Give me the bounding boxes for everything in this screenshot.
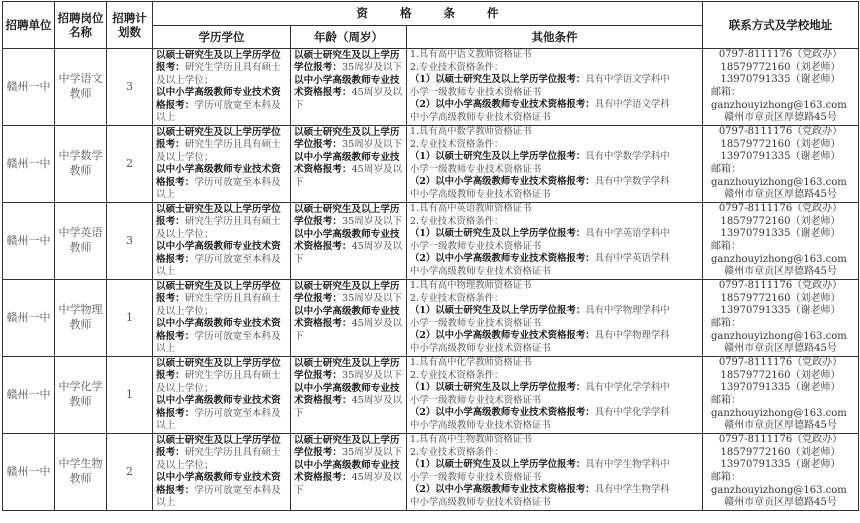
school-address: 赣州市章贡区厚德路45号 [724,112,837,124]
degree-b-label: 以中小学高级教师专业技术资格报考： [156,472,281,496]
other-line-2: 2.专业技术资格条件： [410,292,504,304]
degree-b-text: 学历可放宽至本科及以上 [156,99,281,124]
degree-a-label: 以硕士研究生及以上学历学位报考： [156,281,281,305]
other-line-4: 小学一级教师专业技术资格证书 [410,394,542,406]
age-b-text: 45周岁及以下 [294,395,403,419]
other-line-4: 小学一级教师专业技术资格证书 [410,163,542,175]
other-line-6: 中小学高级教师专业技术资格证书 [410,419,551,431]
other-line-1: 1.具有高中英语教师资格证书 [410,203,532,214]
degree-b-label: 以中小学高级教师专业技术资格报考： [156,241,281,265]
other-line-2: 2.专业技术资格条件： [410,446,504,458]
plan-cell: 2 [107,434,153,511]
age-b-label: 以中小学高级教师专业技术资格报考： [294,305,400,330]
age-b-text: 45周岁及以下 [294,318,403,342]
degree-b-text: 学历可放宽至本科及以上 [156,253,281,278]
other-line-1: 1.具有高中语文教师资格证书 [410,49,532,60]
post-cell: 中学化学教师 [55,357,107,434]
school-address: 赣州市章贡区厚德路45号 [724,266,837,278]
table-row [3,126,859,203]
age-cell [291,126,407,203]
phone-liu: 18579772160（刘老师） [720,215,841,227]
other-line-3-tail: 具有中学数学学科中 [585,151,670,162]
phone-xie: 13970791335（谢老师） [720,382,841,394]
phone-liu: 18579772160（刘老师） [720,446,841,458]
other-line-6: 中小学高级教师专业技术资格证书 [410,188,551,200]
age-b-label: 以中小学高级教师专业技术资格报考： [294,228,400,253]
post-cell: 中学生物教师 [55,434,107,511]
other-line-5-tail: 具有中学语文学科 [594,99,670,110]
degree-a-label: 以硕士研究生及以上学历学位报考： [156,50,281,74]
plan-cell: 2 [107,126,153,203]
age-a-label: 以硕士研究生及以上学历学位报考： [294,358,400,382]
phone-office: 0797-8111176（党政办） [718,49,843,61]
degree-b-label: 以中小学高级教师专业技术资格报考： [156,318,281,342]
other-line-3-tail: 具有中学生物学科中 [585,459,670,470]
post-cell: 中学数学教师 [55,126,107,203]
degree-a-text: 研究生学历且具有硕士及以上学位； [156,139,281,163]
degree-cell [153,280,291,357]
header-contact: 联系方式及学校地址 [703,2,859,49]
other-line-3-label: （1）以硕士研究生及以上学历学位报考： [410,74,586,85]
unit-cell: 赣州一中 [3,434,55,511]
degree-a-text: 研究生学历且具有硕士及以上学位； [156,62,281,86]
header-qualification: 资格条件 [153,2,703,26]
degree-cell [153,357,291,434]
degree-a-label: 以硕士研究生及以上学历学位报考： [156,358,281,382]
other-line-5-tail: 具有中学数学学科 [594,176,670,187]
other-line-2: 2.专业技术资格条件： [410,215,504,227]
header-unit: 招聘单位 [3,2,55,49]
other-line-5-label: （2）以中小学高级教师专业技术资格报考： [410,484,595,495]
email-address: 邮箱：ganzhouyizhong@163.com [711,164,847,188]
other-cell [407,203,703,280]
age-a-text: 35周岁及以下 [341,293,403,305]
recruitment-table-page [2,1,858,521]
contact-cell [703,357,859,434]
table-row [3,280,859,357]
degree-b-text: 学历可放宽至本科及以上 [156,330,281,355]
phone-office: 0797-8111176（党政办） [718,434,843,446]
unit-cell: 赣州一中 [3,280,55,357]
degree-b-text: 学历可放宽至本科及以上 [156,176,281,201]
contact-cell [703,434,859,511]
age-a-label: 以硕士研究生及以上学历学位报考： [294,281,400,305]
phone-xie: 13970791335（谢老师） [720,74,841,86]
degree-b-label: 以中小学高级教师专业技术资格报考： [156,87,281,111]
degree-a-label: 以硕士研究生及以上学历学位报考： [156,204,281,228]
other-line-2: 2.专业技术资格条件： [410,61,504,73]
age-cell [291,434,407,511]
header-plan: 招聘计划数 [107,2,153,49]
school-address: 赣州市章贡区厚德路45号 [724,189,837,201]
other-line-5-label: （2）以中小学高级教师专业技术资格报考： [410,253,595,264]
table-row [3,203,859,280]
table-row [3,49,859,126]
email-address: 邮箱：ganzhouyizhong@163.com [711,87,847,111]
other-line-6: 中小学高级教师专业技术资格证书 [410,111,551,123]
age-cell [291,203,407,280]
table-row [3,357,859,434]
contact-cell [703,126,859,203]
other-line-1: 1.具有高中生物教师资格证书 [410,434,532,445]
other-line-1: 1.具有高中物理教师资格证书 [410,280,532,291]
degree-a-label: 以硕士研究生及以上学历学位报考： [156,127,281,151]
email-address: 邮箱：ganzhouyizhong@163.com [711,241,847,265]
other-line-5-label: （2）以中小学高级教师专业技术资格报考： [410,176,595,187]
phone-liu: 18579772160（刘老师） [720,138,841,150]
email-address: 邮箱：ganzhouyizhong@163.com [711,395,847,419]
age-b-text: 45周岁及以下 [294,472,403,496]
unit-cell: 赣州一中 [3,357,55,434]
other-line-5-tail: 具有中学生物学科 [594,484,670,495]
phone-xie: 13970791335（谢老师） [720,459,841,471]
degree-a-text: 研究生学历且具有硕士及以上学位； [156,447,281,471]
header-post: 招聘岗位名称 [55,2,107,49]
unit-cell: 赣州一中 [3,203,55,280]
age-b-text: 45周岁及以下 [294,241,403,265]
post-cell: 中学语文教师 [55,49,107,126]
other-cell [407,126,703,203]
degree-a-text: 研究生学历且具有硕士及以上学位； [156,293,281,317]
phone-office: 0797-8111176（党政办） [718,203,843,215]
other-cell [407,357,703,434]
header-degree: 学历学位 [153,26,291,49]
age-a-label: 以硕士研究生及以上学历学位报考： [294,50,400,74]
phone-xie: 13970791335（谢老师） [720,151,841,163]
other-line-1: 1.具有高中数学教师资格证书 [410,126,532,137]
degree-b-text: 学历可放宽至本科及以上 [156,484,281,509]
other-line-5-tail: 具有中学英语学科 [594,253,670,264]
phone-liu: 18579772160（刘老师） [720,61,841,73]
plan-cell: 1 [107,280,153,357]
other-line-3-label: （1）以硕士研究生及以上学历学位报考： [410,151,586,162]
degree-a-label: 以硕士研究生及以上学历学位报考： [156,435,281,459]
post-cell: 中学物理教师 [55,280,107,357]
other-line-6: 中小学高级教师专业技术资格证书 [410,265,551,277]
phone-office: 0797-8111176（党政办） [718,357,843,369]
degree-cell [153,434,291,511]
other-line-2: 2.专业技术资格条件： [410,369,504,381]
other-line-5-tail: 具有中学物理学科 [594,330,670,341]
contact-cell [703,49,859,126]
age-b-text: 45周岁及以下 [294,164,403,188]
other-line-2: 2.专业技术资格条件： [410,138,504,150]
other-line-4: 小学一级教师专业技术资格证书 [410,240,542,252]
other-line-3-tail: 具有中学化学学科中 [585,382,670,393]
age-a-text: 35周岁及以下 [341,216,403,228]
other-line-5-tail: 具有中学化学学科 [594,407,670,418]
other-line-4: 小学一级教师专业技术资格证书 [410,471,542,483]
school-address: 赣州市章贡区厚德路45号 [724,497,837,509]
table-body [3,49,859,511]
phone-liu: 18579772160（刘老师） [720,292,841,304]
recruitment-table [2,1,859,511]
other-line-3-label: （1）以硕士研究生及以上学历学位报考： [410,382,586,393]
other-line-5-label: （2）以中小学高级教师专业技术资格报考： [410,407,595,418]
plan-cell: 3 [107,203,153,280]
age-cell [291,49,407,126]
age-cell [291,280,407,357]
table-row [3,434,859,511]
phone-office: 0797-8111176（党政办） [718,126,843,138]
school-address: 赣州市章贡区厚德路45号 [724,420,837,432]
degree-cell [153,126,291,203]
unit-cell: 赣州一中 [3,49,55,126]
email-address: 邮箱：ganzhouyizhong@163.com [711,472,847,496]
age-a-label: 以硕士研究生及以上学历学位报考： [294,204,400,228]
age-b-label: 以中小学高级教师专业技术资格报考： [294,151,400,176]
age-a-text: 35周岁及以下 [341,370,403,382]
header-age: 年龄（周岁） [291,26,407,49]
email-address: 邮箱：ganzhouyizhong@163.com [711,318,847,342]
age-a-text: 35周岁及以下 [341,139,403,151]
contact-cell [703,203,859,280]
age-a-text: 35周岁及以下 [341,62,403,74]
other-line-5-label: （2）以中小学高级教师专业技术资格报考： [410,330,595,341]
age-b-text: 45周岁及以下 [294,87,403,111]
other-line-6: 中小学高级教师专业技术资格证书 [410,342,551,354]
age-a-label: 以硕士研究生及以上学历学位报考： [294,435,400,459]
phone-xie: 13970791335（谢老师） [720,305,841,317]
age-b-label: 以中小学高级教师专业技术资格报考： [294,74,400,99]
other-line-3-tail: 具有中学物理学科中 [585,305,670,316]
age-b-label: 以中小学高级教师专业技术资格报考： [294,382,400,407]
degree-b-label: 以中小学高级教师专业技术资格报考： [156,164,281,188]
other-line-3-label: （1）以硕士研究生及以上学历学位报考： [410,305,586,316]
age-b-label: 以中小学高级教师专业技术资格报考： [294,459,400,484]
header-other: 其他条件 [407,26,703,49]
other-line-3-tail: 具有中学英语学科中 [585,228,670,239]
other-line-3-tail: 具有中学语文学科中 [585,74,670,85]
age-cell [291,357,407,434]
degree-b-text: 学历可放宽至本科及以上 [156,407,281,432]
other-line-1: 1.具有高中化学教师资格证书 [410,357,532,368]
other-line-3-label: （1）以硕士研究生及以上学历学位报考： [410,228,586,239]
age-a-text: 35周岁及以下 [341,447,403,459]
phone-xie: 13970791335（谢老师） [720,228,841,240]
other-line-3-label: （1）以硕士研究生及以上学历学位报考： [410,459,586,470]
plan-cell: 1 [107,357,153,434]
other-cell [407,434,703,511]
other-line-6: 中小学高级教师专业技术资格证书 [410,496,551,508]
school-address: 赣州市章贡区厚德路45号 [724,343,837,355]
age-a-label: 以硕士研究生及以上学历学位报考： [294,127,400,151]
degree-b-label: 以中小学高级教师专业技术资格报考： [156,395,281,419]
unit-cell: 赣州一中 [3,126,55,203]
other-line-4: 小学一级教师专业技术资格证书 [410,86,542,98]
phone-office: 0797-8111176（党政办） [718,280,843,292]
degree-a-text: 研究生学历且具有硕士及以上学位； [156,370,281,394]
other-line-4: 小学一级教师专业技术资格证书 [410,317,542,329]
other-line-5-label: （2）以中小学高级教师专业技术资格报考： [410,99,595,110]
degree-cell [153,49,291,126]
other-cell [407,280,703,357]
plan-cell: 3 [107,49,153,126]
degree-a-text: 研究生学历且具有硕士及以上学位； [156,216,281,240]
other-cell [407,49,703,126]
contact-cell [703,280,859,357]
post-cell: 中学英语教师 [55,203,107,280]
phone-liu: 18579772160（刘老师） [720,369,841,381]
degree-cell [153,203,291,280]
